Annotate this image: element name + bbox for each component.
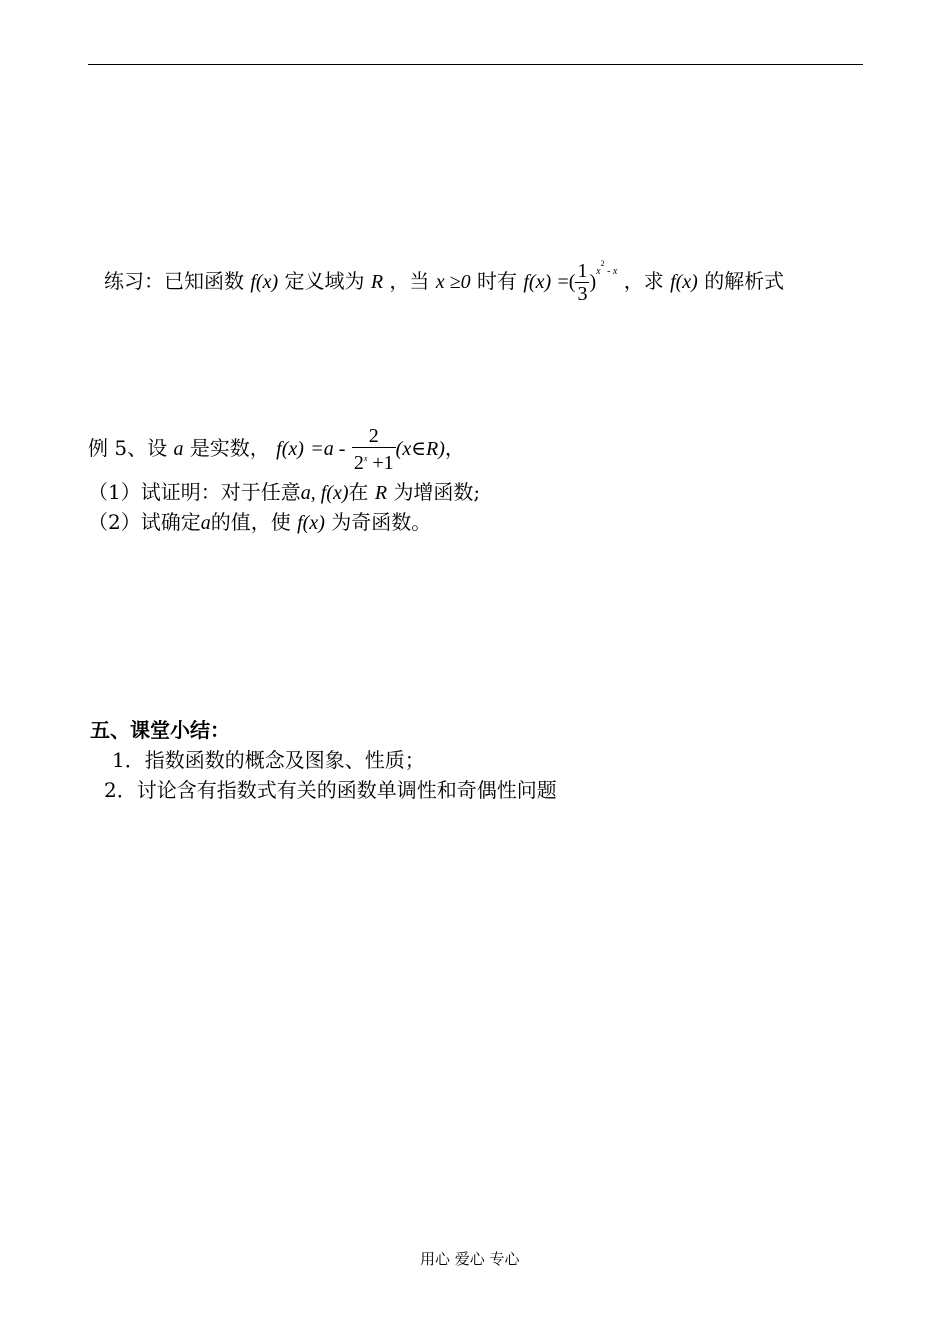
q2-fx: f(x) xyxy=(297,512,325,534)
practice-close-paren: ) xyxy=(589,271,597,293)
example5-fraction-den: 2$^x$ +1 xyxy=(353,452,394,474)
example5-fraction xyxy=(352,425,396,474)
q2-suffix: 为奇函数。 xyxy=(331,510,432,534)
example5-text-1: 是实数， xyxy=(189,436,270,460)
summary-item-2: 2．讨论含有指数式有关的函数单调性和奇偶性问题 xyxy=(104,778,557,802)
practice-fraction-num: 1 xyxy=(577,260,588,282)
example5-equals: =a - xyxy=(310,438,346,460)
practice-domain-r: R xyxy=(370,271,384,293)
example5-fx: f(x) xyxy=(276,438,304,460)
practice-text-5: 的解析式 xyxy=(704,269,785,293)
q1-prefix: （1）试证明：对于任意 xyxy=(88,480,301,504)
practice-fraction-den: 3 xyxy=(577,283,588,305)
q1-a-fx: a, f(x) xyxy=(300,482,349,504)
q1-suffix: 为增函数; xyxy=(393,480,481,504)
practice-fx: f(x) xyxy=(250,271,279,293)
summary-heading: 五、课堂小结： xyxy=(90,718,230,742)
practice-condition: x ≥0 xyxy=(435,271,471,293)
example5-domain: (x∈R) xyxy=(395,438,445,460)
practice-exponent: x2 - x xyxy=(596,259,618,277)
practice-fx-2: f(x) xyxy=(523,271,552,293)
practice-text-2: ，当 xyxy=(389,269,430,293)
header-rule xyxy=(88,64,863,65)
practice-line xyxy=(104,252,784,305)
practice-fraction xyxy=(575,260,589,305)
q1-mid: 在 xyxy=(348,480,369,504)
practice-text-1: 定义域为 xyxy=(284,269,365,293)
practice-equals: =( xyxy=(557,271,576,293)
example5-label: 例 5、设 xyxy=(88,436,168,460)
practice-fx-3: f(x) xyxy=(670,271,698,293)
practice-text-4: ，求 xyxy=(623,269,664,293)
summary-item-1: 1．指数函数的概念及图象、性质； xyxy=(112,748,425,772)
practice-label: 练习：已知函数 xyxy=(104,269,244,293)
q1-r: R xyxy=(374,482,388,504)
example5-q1 xyxy=(88,480,480,505)
practice-text-3: 时有 xyxy=(477,269,517,293)
page-footer: 用心 爱心 专心 xyxy=(420,1250,520,1268)
example5-q2 xyxy=(88,510,431,535)
q2-prefix: （2）试确定 xyxy=(88,510,201,534)
example5-line xyxy=(88,425,465,474)
q2-mid: 的值，使 xyxy=(210,510,291,534)
example5-tail: ， xyxy=(444,436,465,460)
example5-a: a xyxy=(173,438,184,460)
q2-a: a xyxy=(200,512,211,534)
example5-fraction-num: 2 xyxy=(368,425,379,447)
